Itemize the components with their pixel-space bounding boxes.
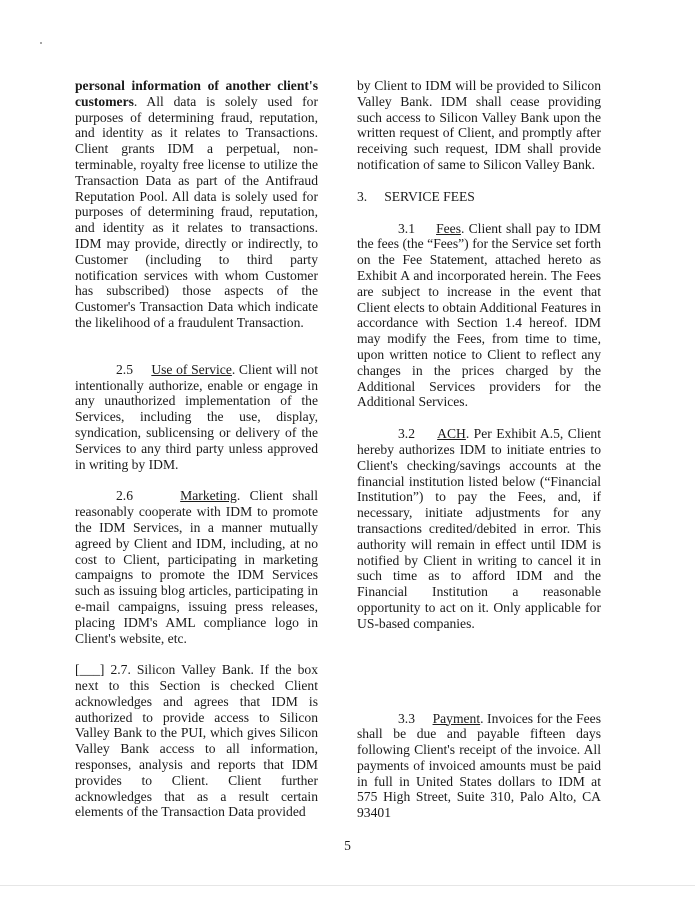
scan-speck <box>40 42 42 44</box>
section-text: . Client shall pay to IDM the fees (the “Fees”) for the Service set forth on the Fee Statement, attached hereto as Exhibit A and incorporated herein. The Fees are subject to increase in the event that Client elects to obtain Additional Features in accordance with Section 1.4 hereof. IDM may modify the Fees, from time to time, upon written notice to Client to reflect any changes in the prices charged by the Additional Services providers for the Additional Services. <box>357 220 601 410</box>
section-3-2 <box>357 426 601 631</box>
section-heading-service-fees: 3. SERVICE FEES <box>357 188 475 204</box>
section-title: ACH <box>437 426 466 442</box>
section-number: 3.1 <box>398 220 415 236</box>
section-text: . Invoices for the Fees shall be due and payable fifteen days following Client's receipt of the invoice. All payments of invoiced amounts must be paid in full in United States dollars to IDM at 575 High Street, Suite 310, Palo Alto, CA 93401 <box>357 710 602 821</box>
section-2-6 <box>75 488 318 646</box>
section-number: 3.2 <box>398 426 415 442</box>
page-number: 5 <box>344 838 351 853</box>
section-text: . Per Exhibit A.5, Client hereby authorizes IDM to initiate entries to Client's checking/savings accounts at the financial institution listed below (“Financial Institution”) to pay the Fees, and, if necessary, initiate adjustments for any transactions credited/debited in error. This authority will remain in effect until IDM is notified by Client in writing to cancel it in such time as to afford IDM and the Financial Institution a reasonable opportunity to act on it. Only applicable for US-based companies. <box>357 426 601 631</box>
section-3-3 <box>357 711 601 822</box>
section-text: . Client shall reasonably cooperate with IDM to promote the IDM Services, in a manner mutually agreed by Client and IDM, including, at no cost to Client, participating in marketing campaigns to promote the IDM Services such as issuing blog articles, participating in e-mail campaigns, issuing press releases, placing IDM's AML compliance logo in Client's website, etc. <box>75 488 318 646</box>
section-3-1 <box>357 221 601 411</box>
paragraph-data-usage <box>75 78 318 331</box>
section-number: 2.5 <box>116 361 133 377</box>
section-title: Payment <box>432 710 481 726</box>
paragraph-text: . All data is solely used for purposes of determining fraud, reputation, and identity as it relates to Transactions. Client grants IDM a perpetual, non-terminable, royalty free license to utilize the Transaction Data as part of the Antifraud Reputation Pool. All data is solely used for purposes of determining fraud, reputation, and identity as it relates to transactions. IDM may provide, directly or indirectly, to Customer (including to third party notification services with whom Customer has subscribed) those aspects of the Customer's Transaction Data which indicate the likelihood of a fraudulent Transaction. <box>75 93 318 330</box>
section-2-5 <box>75 362 318 473</box>
left-column <box>75 78 318 836</box>
section-title: Marketing <box>180 488 237 504</box>
section-text: . Client will not intentionally authorize, enable or engage in any unauthorized implementation of the Services, including the use, display, syndication, sublicensing or delivery of the Services to any third party unless approved in writing by IDM. <box>75 361 319 472</box>
paragraph-svb-continuation: by Client to IDM will be provided to Silicon Valley Bank. IDM shall cease providing such access to Silicon Valley Bank upon the written request of Client, and promptly after receiving such request, IDM shall provide notification of same to Silicon Valley Bank. <box>357 78 601 172</box>
bold-phrase: personal information of another client's customers <box>75 78 318 109</box>
right-column <box>357 78 601 837</box>
section-number: 2.6 <box>116 488 133 504</box>
section-number: 3.3 <box>398 710 415 726</box>
bottom-divider <box>0 885 695 886</box>
section-2-7: [___] 2.7. Silicon Valley Bank. If the box next to this Section is checked Client acknowledges and agrees that IDM is authorized to provide access to Silicon Valley Bank to the PUI, which gives Silicon Valley Bank access to all information, responses, analysis and reports that IDM provides to Client. Client further acknowledges that as a result certain elements of the Transaction Data provided <box>75 662 318 820</box>
section-title: Use of Service <box>151 361 232 377</box>
section-title: Fees <box>436 220 461 236</box>
